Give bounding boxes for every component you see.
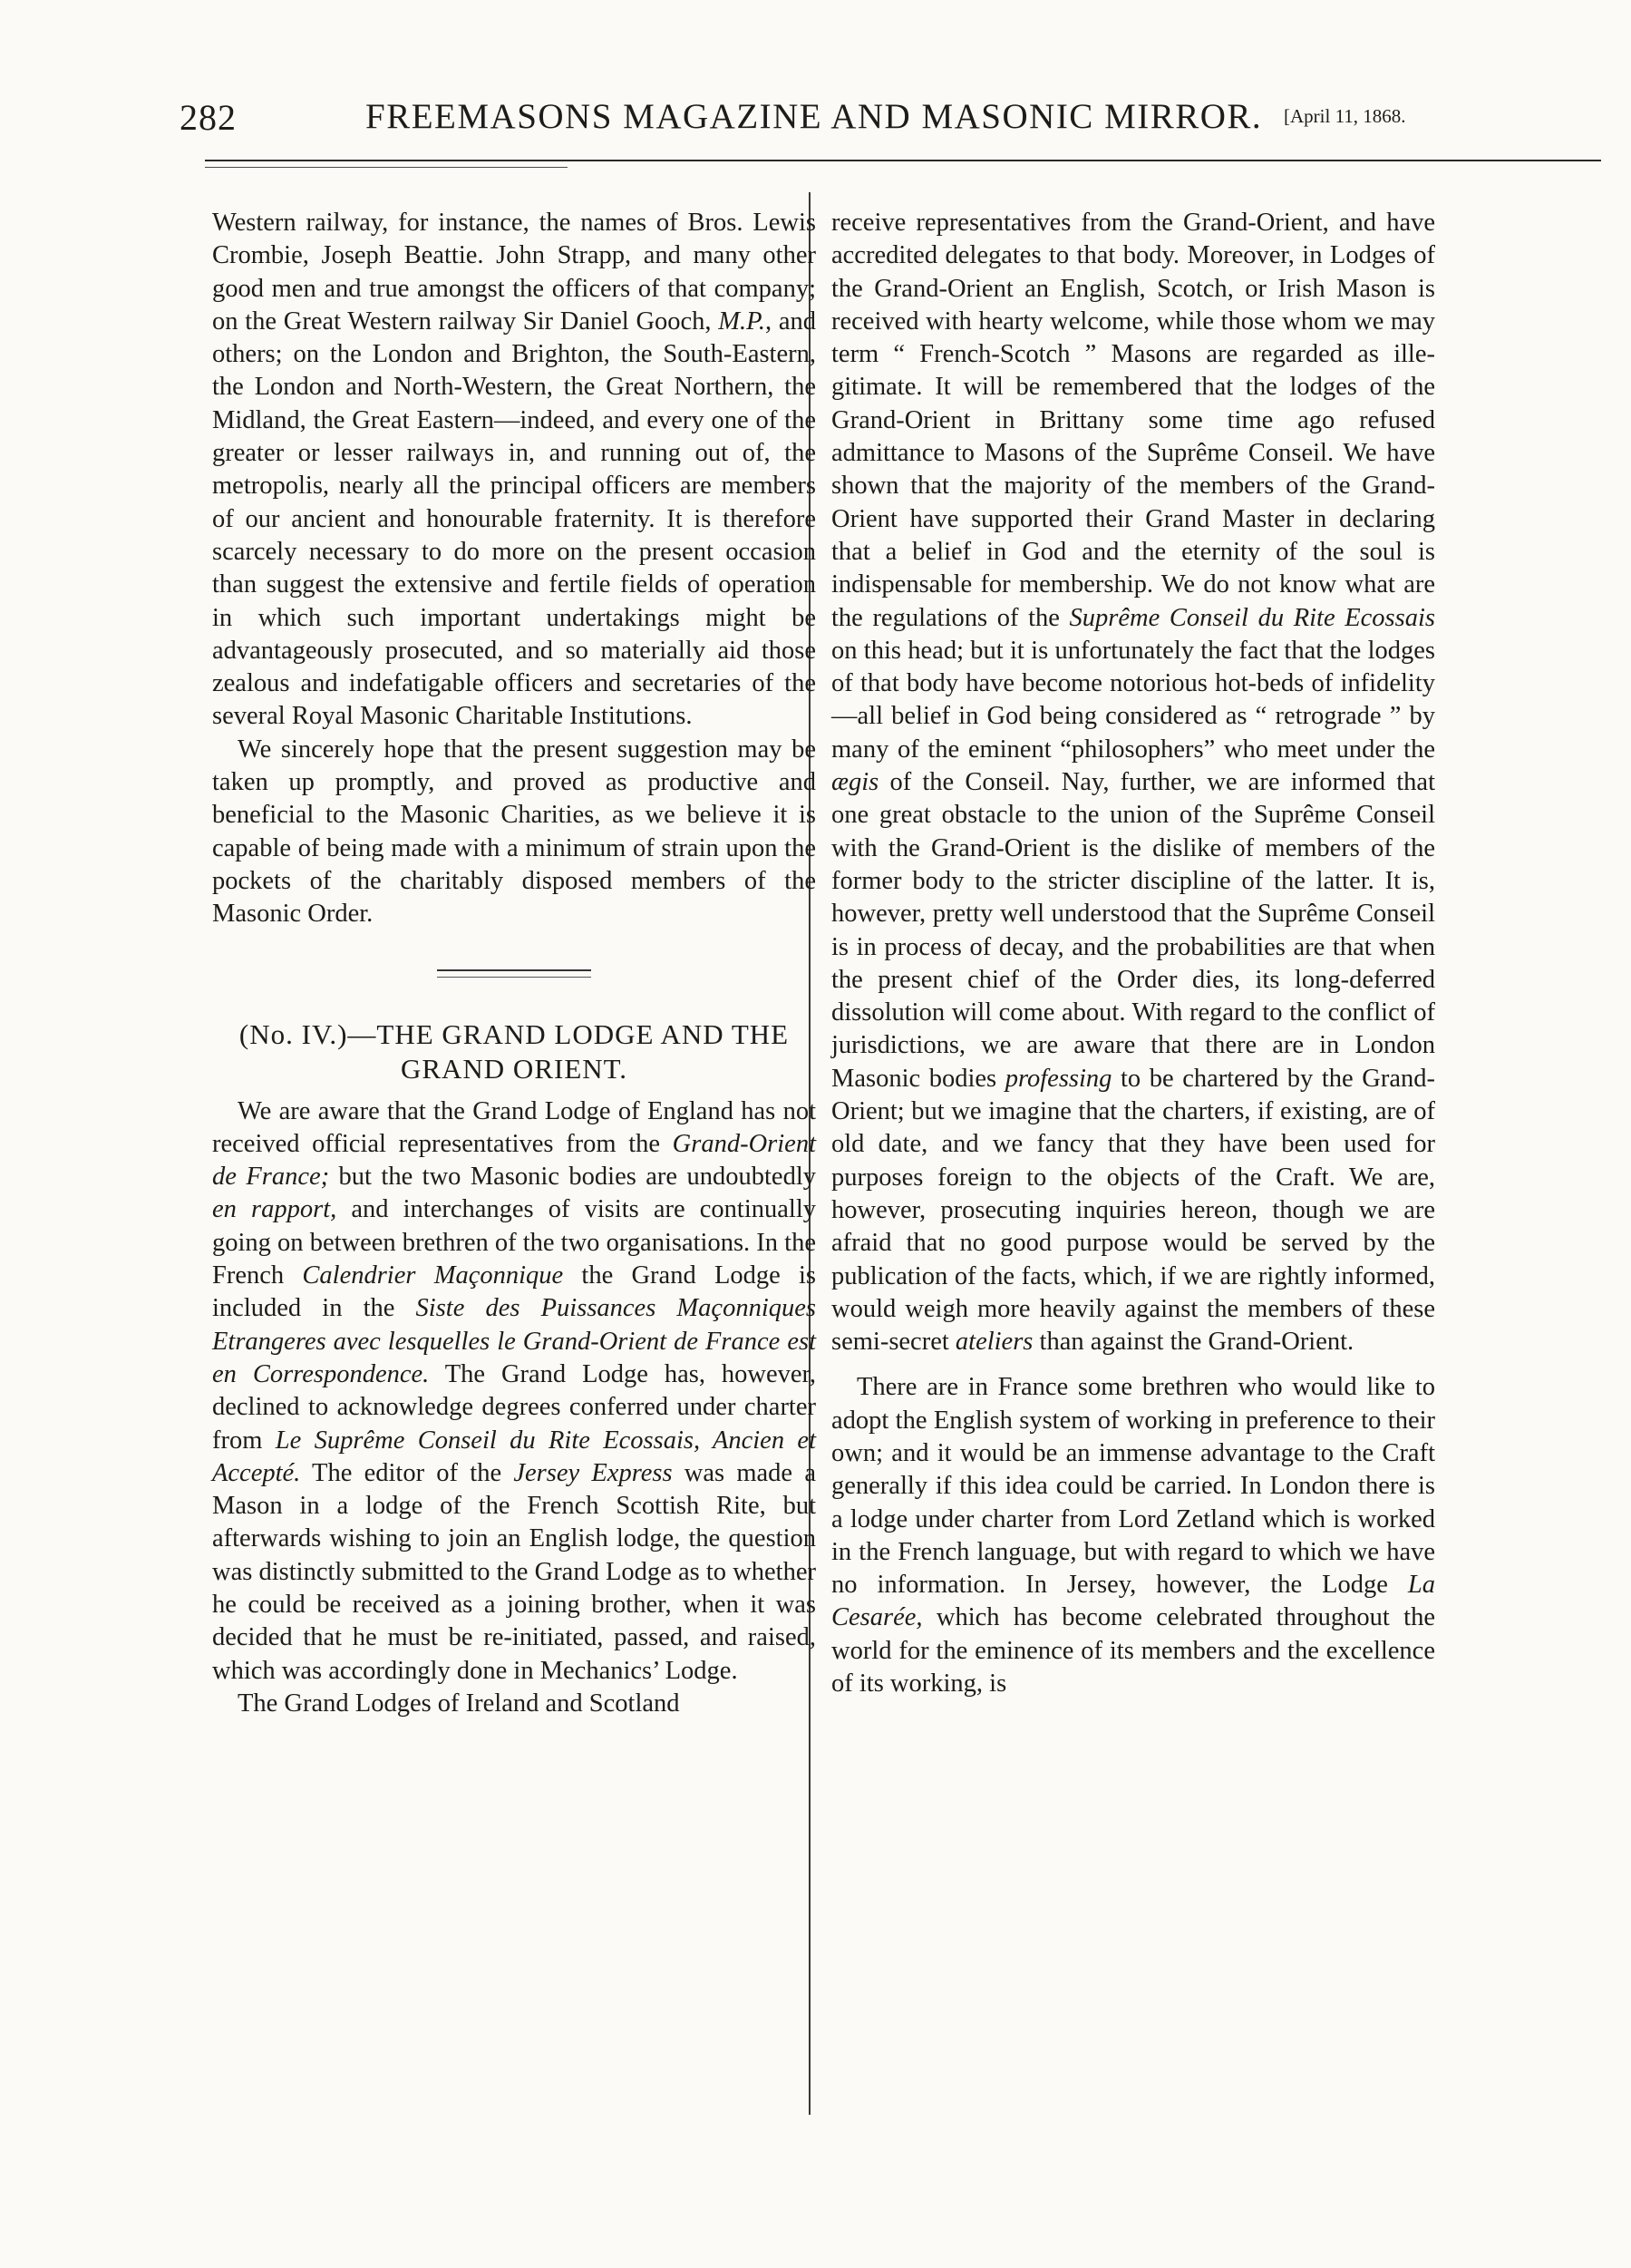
left-column (212, 207, 816, 1720)
section-divider (437, 969, 591, 978)
right-paragraph-1: receive representatives from the Grand-Orient, and have accredited delegates to that body. Moreover, in Lodges of the Grand-Orient an English, Scotch, or Irish Mason is received with hearty welcome, while those whom we may term “ French-Scotch ” Masons are regarded as illegitimate. It will be remembered that the lodges of the Grand-Orient in Brittany some time ago refused admittance to Masons of the Suprême Conseil. We have shown that the majority of the members of the Grand-Orient have supported their Grand Master in declaring that a belief in God and the eternity of the soul is indispensable for membership. We do not know what are the regulations of the Suprême Conseil du Rite Ecossais on this head; but it is unfortunately the fact that the lodges of that body have become notorious hot-beds of infidelity—all belief in God being considered as “ retrograde ” by many of the eminent “philosophers” who meet under the ægis of the Conseil. Nay, further, we are informed that one great obstacle to the union of the Suprême Conseil with the Grand-Orient is the dislike of members of the former body to the stricter discipline of the latter. It is, however, pretty well understood that the Suprême Conseil is in process of decay, and the probabilities are that when the present chief of the Order dies, its long-deferred dissolution will come about. With regard to the conflict of jurisdictions, we are aware that there are in London Masonic bodies professing to be chartered by the Grand-Orient; but we imagine that the charters, if existing, are of old date, and we fancy that they have been used for purposes foreign to the objects of the Craft. We are, however, prosecuting inquiries hereon, though we are afraid that no good purpose would be served by the publication of the facts, which, if we are rightly informed, would weigh more heavily against the members of these semi-secret ateliers than against the Grand-Orient. (831, 209, 1435, 1357)
header-rule-secondary (205, 167, 568, 168)
left-paragraph-1: Western railway, for instance, the names of Bros. Lewis Crombie, Joseph Beattie. John Strapp, and many other good men and true amongst the officers of that company; on the Great Western railway Sir Daniel Gooch, M.P., and others; on the London and Brighton, the South-Eastern, the London and North-Western, the Great Northern, the Midland, the Great Eastern—indeed, and every one of the greater or lesser railways in, and running out of, the metropolis, nearly all the principal officers are members of our ancient and honourable fraternity. It is therefore scarcely necessary to do more on the present occasion than suggest the extensive and fertile fields of operation in which such important undertakings might be advantageously prosecuted, and so materially aid those zealous and indefatigable officers and secretaries of the several Royal Masonic Charitable Institutions. (212, 209, 816, 731)
page-header (180, 96, 1449, 160)
section-heading: (No. IV.)—THE GRAND LODGE AND THE GRAND ORIENT. (238, 1017, 790, 1085)
magazine-title: FREEMASONS MAGAZINE AND MASONIC MIRROR. (365, 97, 1263, 136)
header-rule (205, 160, 1601, 161)
left-paragraph-2: We sincerely hope that the present suggestion may be taken up promptly, and proved as productive and beneficial to the Masonic Charities, as we believe it is capable of being made with a minimum of strain upon the pockets of the charitably disposed members of the Masonic Order. (212, 735, 816, 929)
issue-date: [April 11, 1868. (1284, 105, 1406, 127)
left-paragraph-4: The Grand Lodges of Ireland and Scotland (238, 1689, 680, 1718)
right-column (831, 207, 1435, 1700)
left-paragraph-3: We are aware that the Grand Lodge of England has not received official representatives from the Grand-Orient de France; but the two Masonic bodies are undoubtedly en rapport, and interchanges of visits are continually going on between brethren of the two organisations. In the French Calendrier Maçonnique the Grand Lodge is included in the Siste des Puissances Maçonniques Etrangeres avec lesquelles le Grand-Orient de France est en Correspondence. The Grand Lodge has, however, declined to acknowledge degrees conferred under charter from Le Suprême Conseil du Rite Ecossais, Ancien et Accepté. The editor of the Jersey Express was made a Mason in a lodge of the French Scottish Rite, but afterwards wishing to join an English lodge, the question was distinctly submitted to the Grand Lodge as to whether he could be received as a joining brother, when it was decided that he must be re-initiated, passed, and raised, which was accordingly done in Mechanics’ Lodge. (212, 1096, 816, 1685)
page-number: 282 (180, 97, 237, 138)
right-paragraph-2: There are in France some brethren who would like to adopt the English system of working in preference to their own; and it would be an immense advantage to the Craft generally if this idea could be carried. In London there is a lodge under charter from Lord Zetland which is worked in the French language, but with regard to which we have no information. In Jersey, however, the Lodge La Cesarée, which has become celebrated throughout the world for the eminence of its members and the excellence of its working, is (831, 1373, 1435, 1699)
